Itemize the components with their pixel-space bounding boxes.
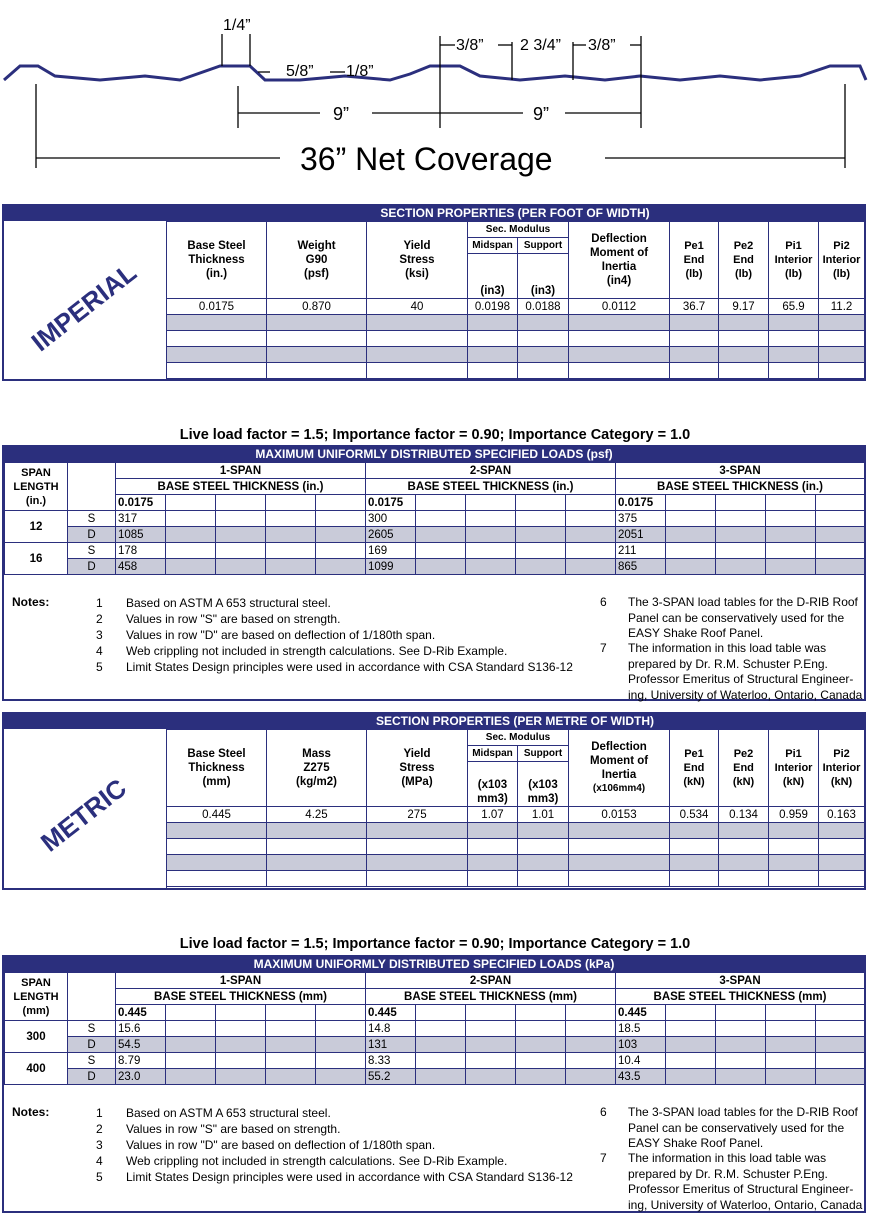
- note-text: Limit States Design principles were used in accordance with CSA Standard S136-12: [126, 660, 573, 674]
- bst-header: BASE STEEL THICKNESS (mm): [366, 989, 616, 1005]
- row-s-label: S: [68, 511, 116, 527]
- span-label-3: (mm): [22, 1004, 50, 1017]
- bst-header: BASE STEEL THICKNESS (in.): [116, 479, 366, 495]
- note-line: prepared by Dr. R.M. Schuster P.Eng.: [628, 656, 828, 671]
- load-cell: 865: [616, 559, 666, 575]
- load-cell: 8.33: [366, 1053, 416, 1069]
- panel-profile-line: [4, 66, 866, 80]
- thk-value: 0.445: [116, 1005, 166, 1021]
- note-text: Web crippling not included in strength calculations. See D-Rib Example.: [126, 1154, 508, 1168]
- metric-load-table: [4, 972, 865, 1085]
- note-num: 3: [96, 1138, 103, 1152]
- imperial-load-table: [4, 462, 865, 575]
- hdr-pi1-2: Interior: [774, 254, 813, 266]
- imperial-props-row: [167, 299, 865, 315]
- note-num: 5: [96, 1170, 103, 1184]
- row-s-label: S: [68, 1021, 116, 1037]
- span-3-header: 3-SPAN: [616, 463, 865, 479]
- note-num: 3: [96, 628, 103, 642]
- notes-label: Notes:: [12, 1105, 50, 1119]
- imperial-live-load-note: Live load factor = 1.5; Importance factor = 0.90; Importance Category = 1.0: [179, 427, 691, 443]
- imperial-load-title: MAXIMUM UNIFORMLY DISTRIBUTED SPECIFIED LOADS (psf): [4, 447, 864, 462]
- hdr-pe1: Pe1: [684, 748, 704, 760]
- span-label-1: SPAN: [21, 976, 51, 989]
- hdr-midspan-unit: (in3): [468, 254, 518, 299]
- hdr-pi1-3: (lb): [784, 268, 803, 280]
- hdr-support: Support: [518, 746, 569, 762]
- load-cell: 178: [116, 543, 166, 559]
- hdr-pe1: Pe1: [684, 240, 704, 252]
- cell: 0.0198: [468, 299, 518, 315]
- hdr-thickness-1: Base Steel: [187, 748, 246, 760]
- note-text: Values in row "D" are based on deflection of 1/180th span.: [126, 628, 436, 642]
- load-cell: 300: [366, 511, 416, 527]
- hdr-defl-2: Moment of: [589, 755, 649, 767]
- cell: 0.0153: [569, 807, 670, 823]
- span-3-header: 3-SPAN: [616, 973, 865, 989]
- span-2-header: 2-SPAN: [366, 973, 616, 989]
- note-line: Professor Emeritus of Structural Engineer-: [628, 672, 854, 686]
- hdr-pe2-3: (lb): [734, 268, 753, 280]
- span-length: 12: [5, 511, 68, 543]
- span-label-1: SPAN: [21, 466, 51, 479]
- load-cell: 55.2: [366, 1069, 416, 1085]
- note-num: 7: [600, 1151, 607, 1165]
- hdr-pi1: Pi1: [785, 240, 802, 252]
- load-cell: 18.5: [616, 1021, 666, 1037]
- cell: 0.870: [267, 299, 367, 315]
- net-coverage-label: 36” Net Coverage: [300, 141, 553, 177]
- hdr-midspan: Midspan: [468, 746, 518, 762]
- metric-loads: [2, 955, 866, 1213]
- dim-pitch-2: 9”: [533, 104, 550, 124]
- row-s-label: S: [68, 543, 116, 559]
- hdr-pi2: Pi2: [833, 748, 850, 760]
- load-cell: 23.0: [116, 1069, 166, 1085]
- dim-rib-slope: 5/8”: [286, 63, 314, 80]
- hdr-pe2-2: End: [733, 762, 754, 774]
- cell: 0.0175: [167, 299, 267, 315]
- load-cell: 317: [116, 511, 166, 527]
- note-line: Panel can be conservatively used for the: [628, 610, 845, 625]
- span-1-header: 1-SPAN: [116, 973, 366, 989]
- note-num: 2: [96, 612, 103, 626]
- thk-value: 0.445: [366, 1005, 416, 1021]
- cell: 0.445: [167, 807, 267, 823]
- load-cell: 2605: [366, 527, 416, 543]
- note-num: 6: [600, 1105, 607, 1119]
- cell: 0.534: [670, 807, 719, 823]
- dim-rib-gap-1: 3/8”: [456, 37, 484, 54]
- hdr-pe2-2: End: [733, 254, 754, 266]
- imperial-label: IMPERIAL: [25, 257, 142, 358]
- note-text: Values in row "S" are based on strength.: [126, 612, 341, 626]
- metric-side-panel: [4, 714, 167, 888]
- hdr-midspan-unit-1: (x103: [477, 779, 508, 791]
- note-num: 7: [600, 641, 607, 655]
- hdr-pe2: Pe2: [733, 240, 754, 252]
- bst-header: BASE STEEL THICKNESS (in.): [616, 479, 865, 495]
- note-line: Panel can be conservatively used for the: [628, 1120, 845, 1135]
- load-cell: 8.79: [116, 1053, 166, 1069]
- imperial-section-properties: [2, 204, 866, 381]
- note-text: Based on ASTM A 653 structural steel.: [126, 1106, 331, 1120]
- note-line: The information in this load table was: [628, 1151, 827, 1165]
- hdr-mass-2: Z275: [303, 762, 330, 774]
- thk-value: 0.0175: [116, 495, 166, 511]
- hdr-pi1-3: (kN): [782, 776, 805, 788]
- thk-value: 0.0175: [366, 495, 416, 511]
- metric-section-properties: [2, 712, 866, 890]
- metric-load-title: MAXIMUM UNIFORMLY DISTRIBUTED SPECIFIED LOADS (kPa): [4, 957, 864, 972]
- metric-label: METRIC: [35, 772, 133, 858]
- hdr-mass-1: Mass: [302, 748, 331, 760]
- hdr-support: Support: [518, 238, 569, 254]
- cell: 0.0188: [518, 299, 569, 315]
- span-label-3: (in.): [25, 494, 47, 507]
- note-num: 1: [96, 596, 103, 610]
- cell: 1.07: [468, 807, 518, 823]
- load-cell: 103: [616, 1037, 666, 1053]
- cell: 36.7: [670, 299, 719, 315]
- dim-flat: 1/8”: [346, 63, 374, 80]
- load-cell: 43.5: [616, 1069, 666, 1085]
- hdr-midspan-unit-2: mm3): [477, 793, 508, 805]
- dim-rib-gap-2: 3/8”: [588, 37, 616, 54]
- cell: 0.0112: [569, 299, 670, 315]
- note-text: Based on ASTM A 653 structural steel.: [126, 596, 331, 610]
- note-num: 2: [96, 1122, 103, 1136]
- row-d-label: D: [68, 527, 116, 543]
- hdr-pe2-3: (kN): [732, 776, 755, 788]
- bst-header: BASE STEEL THICKNESS (mm): [116, 989, 366, 1005]
- load-cell: 54.5: [116, 1037, 166, 1053]
- metric-section-title: SECTION PROPERTIES (PER METRE OF WIDTH): [4, 714, 864, 729]
- cell: 4.25: [267, 807, 367, 823]
- note-line: ing, University of Waterloo, Ontario, Canada: [628, 687, 863, 702]
- hdr-thickness-1: Base Steel: [187, 240, 246, 252]
- note-text: Limit States Design principles were used in accordance with CSA Standard S136-12: [126, 1170, 573, 1184]
- hdr-thickness-2: Thickness: [188, 254, 245, 266]
- thk-value: 0.445: [616, 1005, 666, 1021]
- cell: 65.9: [769, 299, 819, 315]
- hdr-pi2: Pi2: [833, 240, 850, 252]
- hdr-pe1-3: (lb): [685, 268, 703, 280]
- cell: 1.01: [518, 807, 569, 823]
- load-cell: 211: [616, 543, 666, 559]
- hdr-pi2-3: (lb): [832, 268, 851, 280]
- hdr-pe2: Pe2: [733, 748, 754, 760]
- span-2-header: 2-SPAN: [366, 463, 616, 479]
- thk-value: 0.0175: [616, 495, 666, 511]
- hdr-midspan: Midspan: [468, 238, 518, 254]
- hdr-yield-1: Yield: [403, 748, 431, 760]
- hdr-yield-2: Stress: [399, 254, 435, 266]
- hdr-pi2-2: Interior: [822, 254, 861, 266]
- hdr-support-unit-1: (x103: [528, 779, 558, 791]
- load-cell: 1099: [366, 559, 416, 575]
- hdr-pi2-3: (kN): [830, 776, 853, 788]
- hdr-defl-4: (x106mm4): [592, 783, 646, 794]
- hdr-pi2-2: Interior: [822, 762, 861, 774]
- dim-rib-mid: 2 3/4”: [520, 37, 561, 54]
- bst-header: BASE STEEL THICKNESS (mm): [616, 989, 865, 1005]
- hdr-pe1-3: (kN): [683, 776, 705, 788]
- load-cell: 458: [116, 559, 166, 575]
- note-num: 5: [96, 660, 103, 674]
- hdr-thickness-3: (mm): [202, 776, 231, 788]
- cell: 0.959: [769, 807, 819, 823]
- note-line: EASY Shake Roof Panel.: [628, 1136, 764, 1150]
- hdr-defl-4: (in4): [606, 275, 632, 287]
- row-s-label: S: [68, 1053, 116, 1069]
- notes-label: Notes:: [12, 595, 50, 609]
- hdr-mass-3: (kg/m2): [296, 776, 337, 788]
- hdr-yield-3: (ksi): [405, 268, 429, 280]
- load-cell: 131: [366, 1037, 416, 1053]
- load-cell: 15.6: [116, 1021, 166, 1037]
- metric-props-row: [167, 807, 865, 823]
- row-d-label: D: [68, 559, 116, 575]
- load-cell: 169: [366, 543, 416, 559]
- note-line: Professor Emeritus of Structural Engineer-: [628, 1182, 854, 1196]
- note-num: 4: [96, 1154, 103, 1168]
- hdr-yield-3: (MPa): [401, 776, 433, 788]
- hdr-pi1-2: Interior: [774, 762, 813, 774]
- load-cell: 2051: [616, 527, 666, 543]
- hdr-pe1-2: End: [683, 254, 705, 266]
- note-num: 4: [96, 644, 103, 658]
- load-cell: 14.8: [366, 1021, 416, 1037]
- note-line: prepared by Dr. R.M. Schuster P.Eng.: [628, 1166, 828, 1181]
- row-d-label: D: [68, 1069, 116, 1085]
- note-text: Web crippling not included in strength calculations. See D-Rib Example.: [126, 644, 508, 658]
- imperial-loads: [2, 445, 866, 701]
- hdr-defl-3: Inertia: [601, 261, 637, 273]
- note-line: The 3-SPAN load tables for the D-RIB Roof: [628, 595, 858, 609]
- hdr-thickness-3: (in.): [205, 268, 228, 280]
- span-1-header: 1-SPAN: [116, 463, 366, 479]
- hdr-support-unit: (in3): [518, 254, 569, 299]
- hdr-defl-1: Deflection: [591, 233, 647, 245]
- span-length: 16: [5, 543, 68, 575]
- note-text: Values in row "S" are based on strength.: [126, 1122, 341, 1136]
- cell: 0.163: [819, 807, 865, 823]
- imperial-section-title: SECTION PROPERTIES (PER FOOT OF WIDTH): [4, 206, 864, 221]
- hdr-defl-3: Inertia: [601, 769, 637, 781]
- cell: 9.17: [719, 299, 769, 315]
- bst-header: BASE STEEL THICKNESS (in.): [366, 479, 616, 495]
- load-cell: 1085: [116, 527, 166, 543]
- span-length: 400: [5, 1053, 68, 1085]
- cell: 40: [367, 299, 468, 315]
- hdr-defl-2: Moment of: [589, 247, 649, 259]
- hdr-weight-2: G90: [305, 254, 328, 266]
- span-length: 300: [5, 1021, 68, 1053]
- hdr-yield-1: Yield: [403, 240, 431, 252]
- hdr-weight-3: (psf): [304, 268, 329, 280]
- metric-live-load-note: Live load factor = 1.5; Importance factor = 0.90; Importance Category = 1.0: [179, 936, 691, 952]
- metric-props-table: [166, 714, 864, 887]
- load-cell: 375: [616, 511, 666, 527]
- note-num: 6: [600, 595, 607, 609]
- panel-profile-diagram: [0, 0, 870, 185]
- hdr-defl-1: Deflection: [591, 741, 647, 753]
- note-line: ing, University of Waterloo, Ontario, Canada: [628, 1197, 863, 1212]
- hdr-weight-1: Weight: [297, 240, 336, 252]
- cell: 275: [367, 807, 468, 823]
- note-line: The information in this load table was: [628, 641, 827, 655]
- hdr-sec-modulus: Sec. Modulus: [468, 222, 569, 238]
- cell: 0.134: [719, 807, 769, 823]
- note-line: EASY Shake Roof Panel.: [628, 626, 764, 640]
- hdr-thickness-2: Thickness: [188, 762, 245, 774]
- hdr-support-unit-2: mm3): [527, 793, 559, 805]
- cell: 11.2: [819, 299, 865, 315]
- hdr-yield-2: Stress: [399, 762, 435, 774]
- hdr-pe1-2: End: [683, 762, 705, 774]
- load-cell: 10.4: [616, 1053, 666, 1069]
- hdr-sec-modulus: Sec. Modulus: [468, 730, 569, 746]
- note-line: The 3-SPAN load tables for the D-RIB Roof: [628, 1105, 858, 1119]
- hdr-pi1: Pi1: [785, 748, 802, 760]
- span-label-2: LENGTH: [13, 990, 59, 1003]
- dim-pitch-1: 9”: [333, 104, 350, 124]
- row-d-label: D: [68, 1037, 116, 1053]
- note-text: Values in row "D" are based on deflection of 1/180th span.: [126, 1138, 436, 1152]
- dim-top-width: 1/4”: [223, 17, 251, 34]
- note-num: 1: [96, 1106, 103, 1120]
- imperial-side-panel: [4, 206, 167, 379]
- imperial-props-table: [166, 206, 864, 379]
- span-label-2: LENGTH: [13, 480, 59, 493]
